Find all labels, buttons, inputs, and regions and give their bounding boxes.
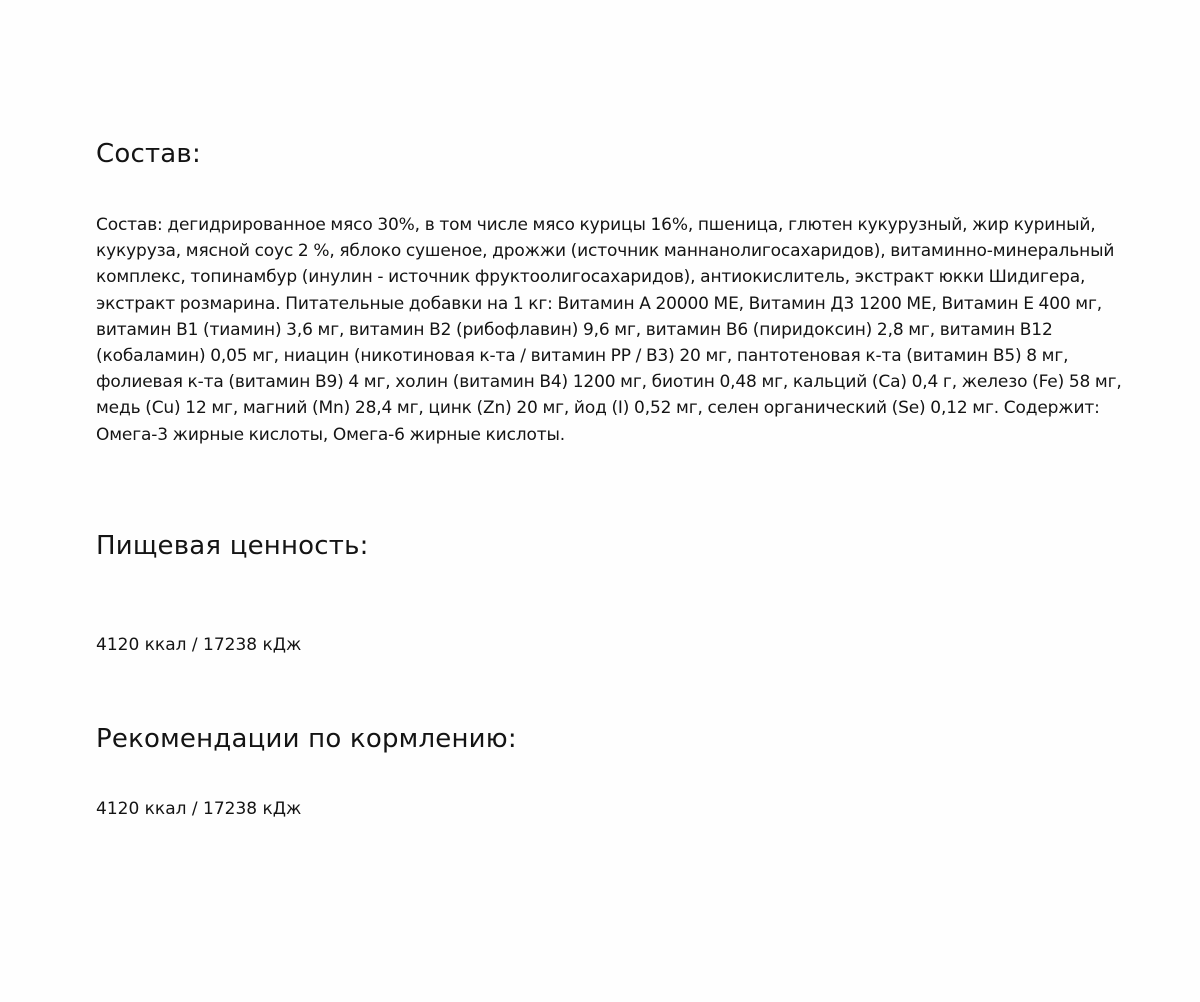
feeding-value: 4120 ккал / 17238 кДж bbox=[96, 799, 302, 819]
nutrition-heading: Пищевая ценность: bbox=[96, 531, 369, 561]
composition-text: Состав: дегидрированное мясо 30%, в том числе мясо курицы 16%, пшеница, глютен кукурузный, жир куриный, кукуруза, мясной соус 2 %, яблоко сушеное, дрожжи (источник маннанолигосахаридов), витаминно-минеральный комплекс, топинамбур (инулин - источник фруктоолигосахаридов), антиокислитель, экстракт юкки Шидигера, экстракт розмарина. Питательные добавки на 1 кг: Витамин А 20000 МЕ, Витамин Д3 1200 МЕ, Витамин Е 400 мг, витамин В1 (тиамин) 3,6 мг, витамин В2 (рибофлавин) 9,6 мг, витамин В6 (пиридоксин) 2,8 мг, витамин В12 (кобаламин) 0,05 мг, ниацин (никотиновая к-та / витамин РР / В3) 20 мг, пантотеновая к-та (витамин В5) 8 мг, фолиевая к-та (витамин В9) 4 мг, холин (витамин В4) 1200 мг, биотин 0,48 мг, кальций (Ca) 0,4 г, железо (Fe) 58 мг, медь (Cu) 12 мг, магний (Mn) 28,4 мг, цинк (Zn) 20 мг, йод (I) 0,52 мг, селен органический (Se) 0,12 мг. Содержит: Омега-3 жирные кислоты, Омега-6 жирные кислоты. bbox=[96, 215, 1122, 445]
product-info-section bbox=[96, 0, 1156, 1002]
nutrition-value: 4120 ккал / 17238 кДж bbox=[96, 635, 302, 655]
feeding-heading: Рекомендации по кормлению: bbox=[96, 724, 517, 754]
composition-heading: Состав: bbox=[96, 139, 201, 169]
